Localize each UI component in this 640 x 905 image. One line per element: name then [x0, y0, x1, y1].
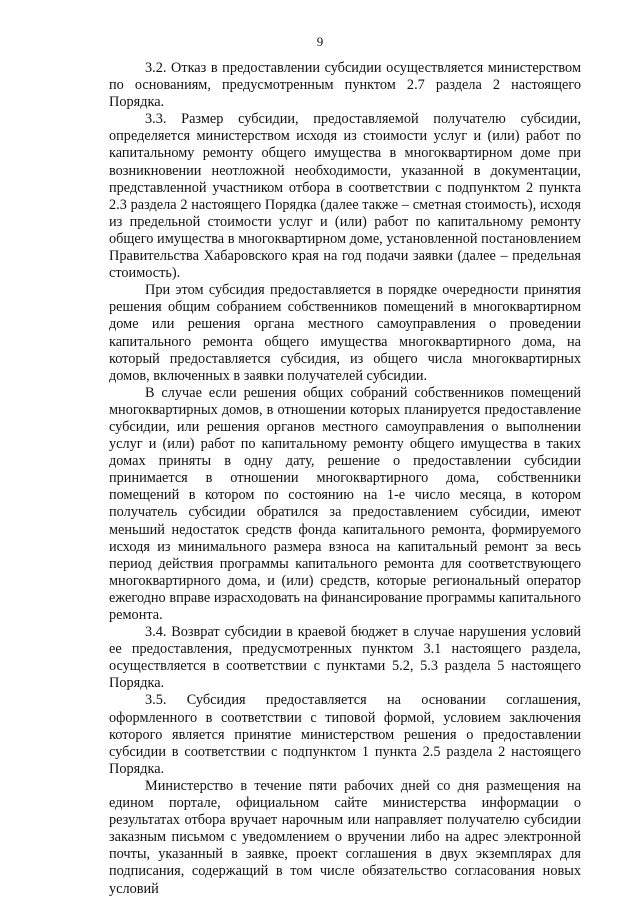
body-text	[109, 60, 581, 898]
paragraph-3-5-agreement: 3.5. Субсидия предоставляется на основании соглашения, оформленного в соответствии с типовой формой, условием заключения которого является принятие министерством решения о предоставлении субсидии в соответствии с подпунктом 1 пункта 2.5 раздела 2 настоящего Порядка.	[109, 692, 581, 777]
paragraph-3-3-subsidy-amount: 3.3. Размер субсидии, предоставляемой получателю субсидии, определяется министерством исходя из стоимости услуг и (или) работ по капитальному ремонту общего имущества в многоквартирном доме при возникновении неотложной необходимости, указанной в документации, представленной участником отбора в соответствии с подпунктом 2 пункта 2.3 раздела 2 настоящего Порядка (далее также – сметная стоимость), исходя из предельной стоимости услуг и (или) работ по капитальному ремонту общего имущества в многоквартирном доме, установленной постановлением Правительства Хабаровского края на год подачи заявки (далее – предельная стоимость).	[109, 111, 581, 282]
paragraph-same-date-decisions: В случае если решения общих собраний собственников помещений многоквартирных домов, в отношении которых планируется предоставление субсидии, или решения органов местного самоуправления о выполнении услуг и (или) работ по капитальному ремонту общего имущества в таких домах приняты в одну дату, решение о предоставлении субсидии принимается в отношении многоквартирного дома, собственники помещений в котором по состоянию на 1-е число месяца, в котором получатель субсидии обратился за предоставлением субсидии, имеют меньший недостаток средств фонда капитального ремонта, формируемого исходя из минимального размера взноса на капитальный ремонт за весь период действия программы капитального ремонта для соответствующего многоквартирного дома, и (или) средств, которые региональный оператор ежегодно вправе израсходовать на финансирование программы капитального ремонта.	[109, 384, 581, 623]
paragraph-priority-order: При этом субсидия предоставляется в порядке очередности принятия решения общим собранием собственников помещений в многоквартирном доме или решения органа местного самоуправления о проведении капитального ремонта общего имущества многоквартирного дома, на который предоставляется субсидия, из общего числа многоквартирных домов, включенных в заявки получателей субсидии.	[109, 282, 581, 384]
paragraph-ministry-notification: Министерство в течение пяти рабочих дней со дня размещения на едином портале, официальном сайте министерства информации о результатах отбора вручает нарочным или направляет получателю субсидии заказным письмом с уведомлением о вручении либо на адрес электронной почты, указанный в заявке, проект соглашения в двух экземплярах для подписания, содержащий в том числе обязательство согласования новых условий	[109, 777, 581, 897]
paragraph-3-2-refusal: 3.2. Отказ в предоставлении субсидии осуществляется министерством по основаниям, предусмотренным пунктом 2.7 раздела 2 настоящего Порядка.	[109, 60, 581, 111]
paragraph-3-4-return: 3.4. Возврат субсидии в краевой бюджет в случае нарушения условий ее предоставления, предусмотренных пунктом 3.1 настоящего раздела, осуществляется в соответствии с пунктами 5.2, 5.3 раздела 5 настоящего Порядка.	[109, 624, 581, 692]
page-number: 9	[316, 34, 324, 49]
